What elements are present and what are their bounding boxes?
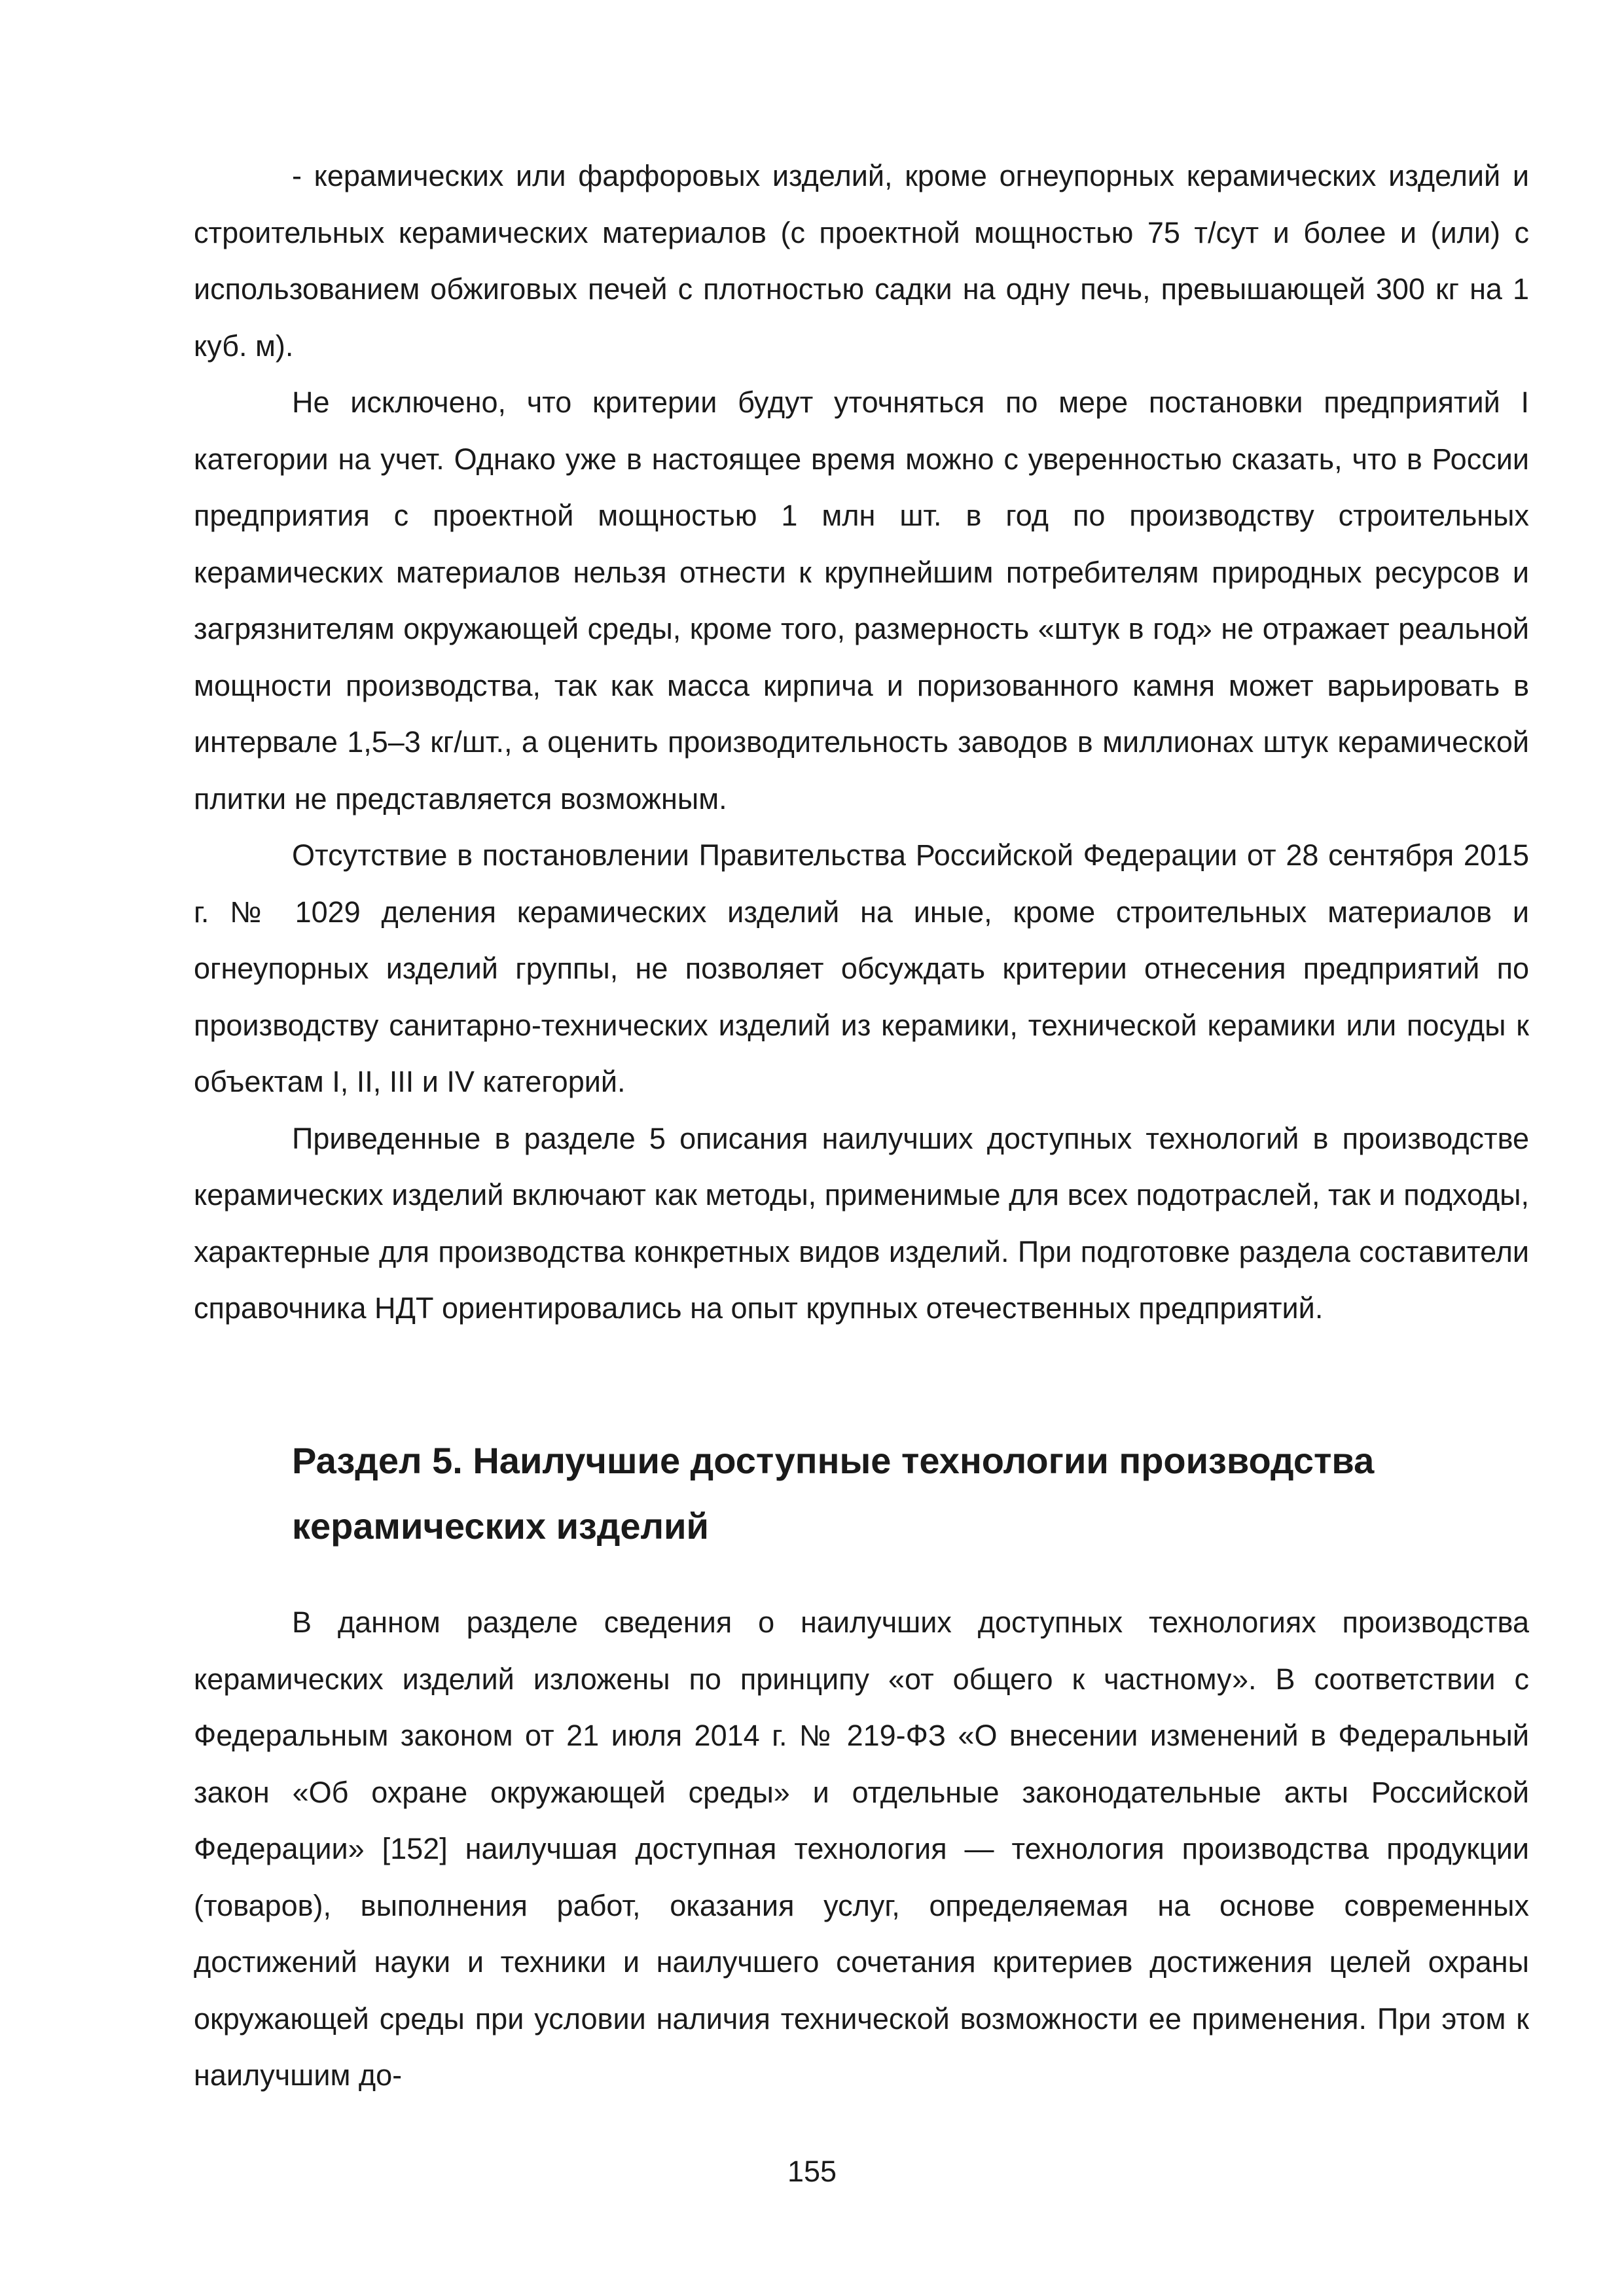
paragraph-bat-definition: В данном разделе сведения о наилучших доступных технологиях производства керамических изделий изложены по принципу «от общего к частному». В соответствии с Федеральным законом от 21 июля 2014 г. № 219-ФЗ «О внесении изменений в Федеральный закон «Об охране окружающей среды» и отдельные законодательные акты Российской Федерации» [152] наилучшая доступная технология — технология производства продукции (товаров), выполнения работ, оказания услуг, определяемая на основе современных достижений науки и техники и наилучшего сочетания критериев достижения целей охраны окружающей среды при условии наличия технической возможности ее применения. При этом к наилучшим до-	[194, 1605, 1529, 2092]
page-number: 155	[787, 2155, 837, 2188]
paragraph-section5-overview: Приведенные в разделе 5 описания наилучших доступных технологий в производстве керамических изделий включают как методы, применимые для всех подотраслей, так и подходы, характерные для производства конкретных видов изделий. При подготовке раздела составители справочника НДТ ориентировались на опыт крупных отечественных предприятий.	[194, 1121, 1529, 1325]
paragraph-government-decree: Отсутствие в постановлении Правительства Российской Федерации от 28 сентября 2015 г. № 1029 деления керамических изделий на иные, кроме строительных материалов и огнеупорных изделий группы, не позволяет обсуждать критерии отнесения предприятий по производству санитарно-технических изделий из керамики, технической керамики или посуды к объектам I, II, III и IV категорий.	[194, 838, 1529, 1098]
paragraph-category-clarification: Не исключено, что критерии будут уточняться по мере постановки предприятий I категории на учет. Однако уже в настоящее время можно с уверенностью сказать, что в России предприятия с проектной мощностью 1 млн шт. в год по производству строительных керамических материалов нельзя отнести к крупнейшим потребителям природных ресурсов и загрязнителям окружающей среды, кроме того, размерность «штук в год» не отражает реальной мощности производства, так как масса кирпича и поризованного камня может варьировать в интервале 1,5–3 кг/шт., а оценить производительность заводов в миллионах штук керамической плитки не представляется возможным.	[194, 386, 1529, 816]
body-text-bottom	[194, 1594, 1529, 2104]
section-heading: Раздел 5. Наилучшие доступные технологии производства керамических изделий	[292, 1440, 1375, 1547]
body-text-top	[194, 148, 1529, 1337]
paragraph-ceramic-porcelain-criteria: - керамических или фарфоровых изделий, кроме огнеупорных керамических изделий и строительных керамических материалов (с проектной мощностью 75 т/сут и более и (или) с использованием обжиговых печей с плотностью садки на одну печь, превышающей 300 кг на 1 куб. м).	[194, 159, 1529, 363]
